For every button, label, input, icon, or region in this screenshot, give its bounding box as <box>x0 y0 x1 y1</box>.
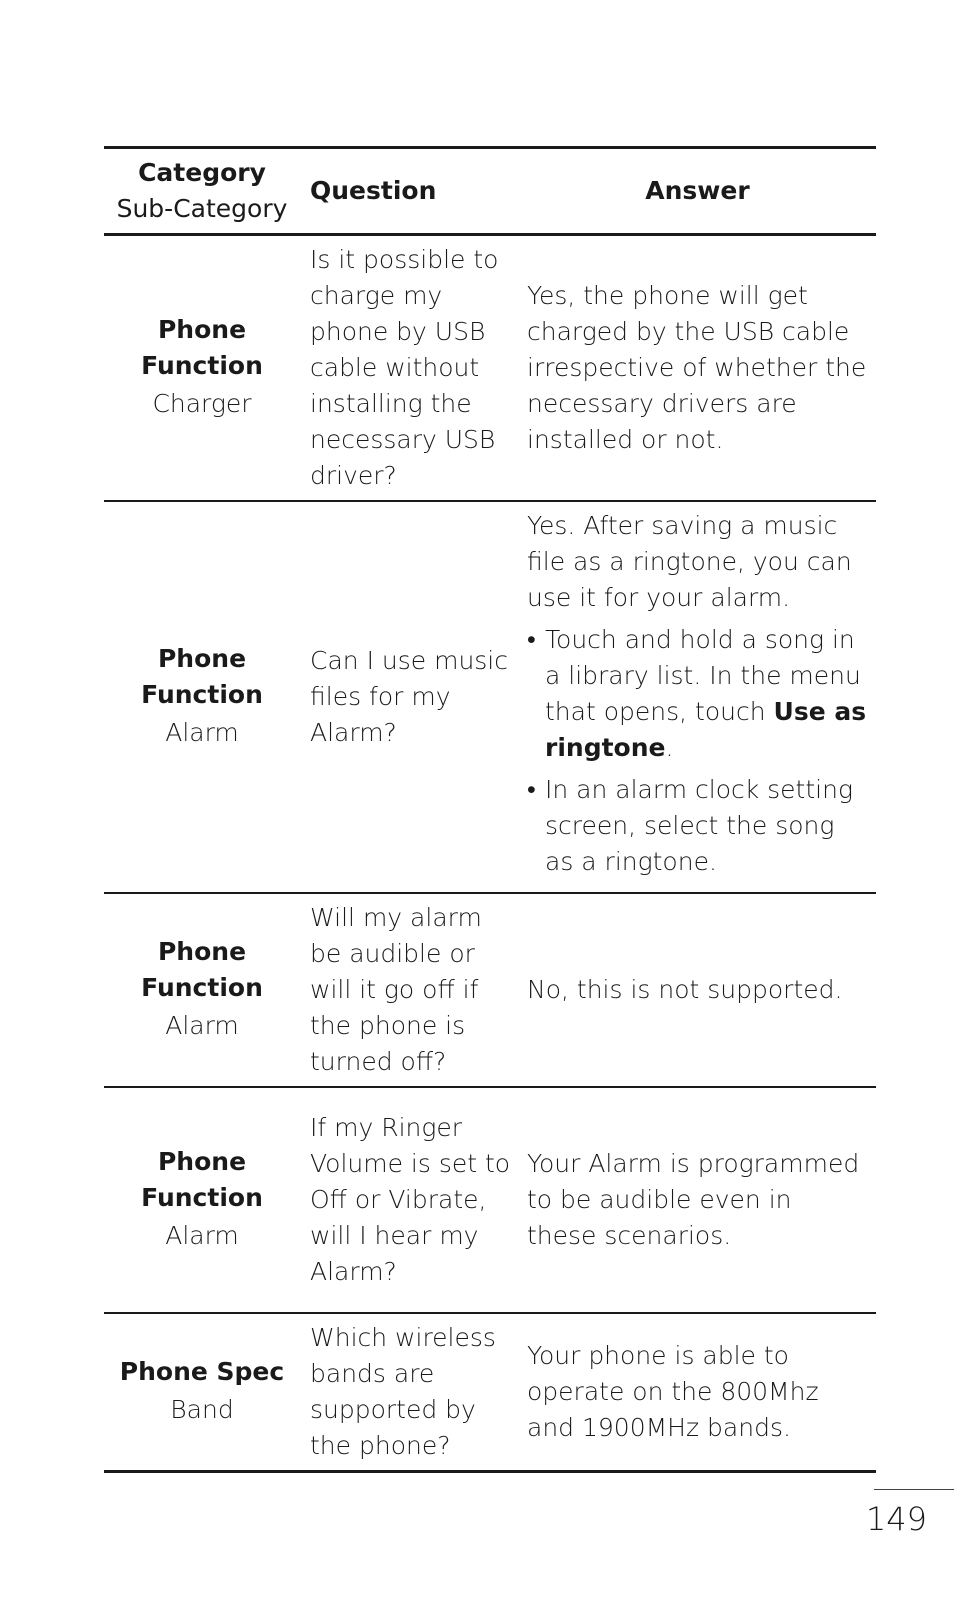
question-text: Can I use music files for my Alarm? <box>310 646 508 747</box>
question-text: Which wireless bands are supported by the phone? <box>310 1323 496 1460</box>
sub-category: Charger <box>152 389 252 418</box>
category-line: Function <box>141 351 263 380</box>
category-line: Phone <box>157 644 247 673</box>
question-text: Is it possible to charge my phone by USB cable without installing the necessary USB driver? <box>310 245 499 490</box>
header-answer: Answer <box>645 176 750 205</box>
answer-text: Your Alarm is programmed to be audible even in these scenarios. <box>527 1149 860 1250</box>
answer-cell <box>519 1087 876 1313</box>
table-row <box>104 1087 876 1313</box>
category-line: Phone <box>157 937 247 966</box>
category-line: Function <box>141 680 263 709</box>
category-cell <box>104 501 300 893</box>
table-row <box>104 893 876 1087</box>
bullet-marker: • <box>527 775 536 804</box>
category-cell <box>104 1087 300 1313</box>
category-line: Function <box>141 973 263 1002</box>
answer-cell <box>519 235 876 502</box>
table-row <box>104 235 876 502</box>
category-cell <box>104 893 300 1087</box>
category-cell <box>104 1313 300 1472</box>
table-row <box>104 1313 876 1472</box>
header-answer-cell <box>519 148 876 235</box>
table-row <box>104 501 876 893</box>
sub-category: Alarm <box>165 718 239 747</box>
header-question: Question <box>310 176 437 205</box>
question-text: If my Ringer Volume is set to Off or Vibrate, will I hear my Alarm? <box>310 1113 511 1286</box>
question-cell <box>300 501 519 893</box>
sub-category: Alarm <box>165 1011 239 1040</box>
answer-cell <box>519 1313 876 1472</box>
header-sub-category: Sub-Category <box>116 194 288 223</box>
table-header <box>104 148 876 235</box>
header-category: Category <box>138 158 266 187</box>
question-cell <box>300 1313 519 1472</box>
question-cell <box>300 893 519 1087</box>
category-cell <box>104 235 300 502</box>
answer-cell <box>519 893 876 1087</box>
bullet-marker: • <box>527 625 536 654</box>
answer-cell <box>519 501 876 893</box>
category-line: Phone Spec <box>119 1357 285 1386</box>
answer-text: No, this is not supported. <box>527 975 843 1004</box>
answer-text: Yes, the phone will get charged by the USB cable irrespective of whether the necessary drivers are installed or not. <box>527 281 867 454</box>
bullet-end: . <box>665 733 674 762</box>
page-number-rule <box>874 1489 954 1490</box>
header-category-cell <box>104 148 300 235</box>
answer-bullet <box>527 772 868 880</box>
header-row <box>104 148 876 235</box>
category-line: Phone <box>157 1147 247 1176</box>
bullet-text: In an alarm clock setting screen, select the song as a ringtone. <box>545 775 853 876</box>
question-cell <box>300 235 519 502</box>
sub-category: Band <box>170 1395 234 1424</box>
sub-category: Alarm <box>165 1221 239 1250</box>
question-text: Will my alarm be audible or will it go off if the phone is turned off? <box>310 903 482 1076</box>
answer-bullet <box>527 622 868 766</box>
bullet-text: Touch and hold a song in a library list. In the menu that opens, touch <box>545 625 861 726</box>
category-line: Phone <box>157 315 247 344</box>
page-number: 149 <box>865 1500 927 1538</box>
category-line: Function <box>141 1183 263 1212</box>
answer-intro: Yes. After saving a music file as a ringtone, you can use it for your alarm. <box>527 511 852 612</box>
header-question-cell <box>300 148 519 235</box>
answer-text: Your phone is able to operate on the 800Mhz and 1900MHz bands. <box>527 1341 819 1442</box>
question-cell <box>300 1087 519 1313</box>
bullet-bold-text: Use as ringtone <box>545 697 867 762</box>
faq-table <box>104 146 876 1473</box>
